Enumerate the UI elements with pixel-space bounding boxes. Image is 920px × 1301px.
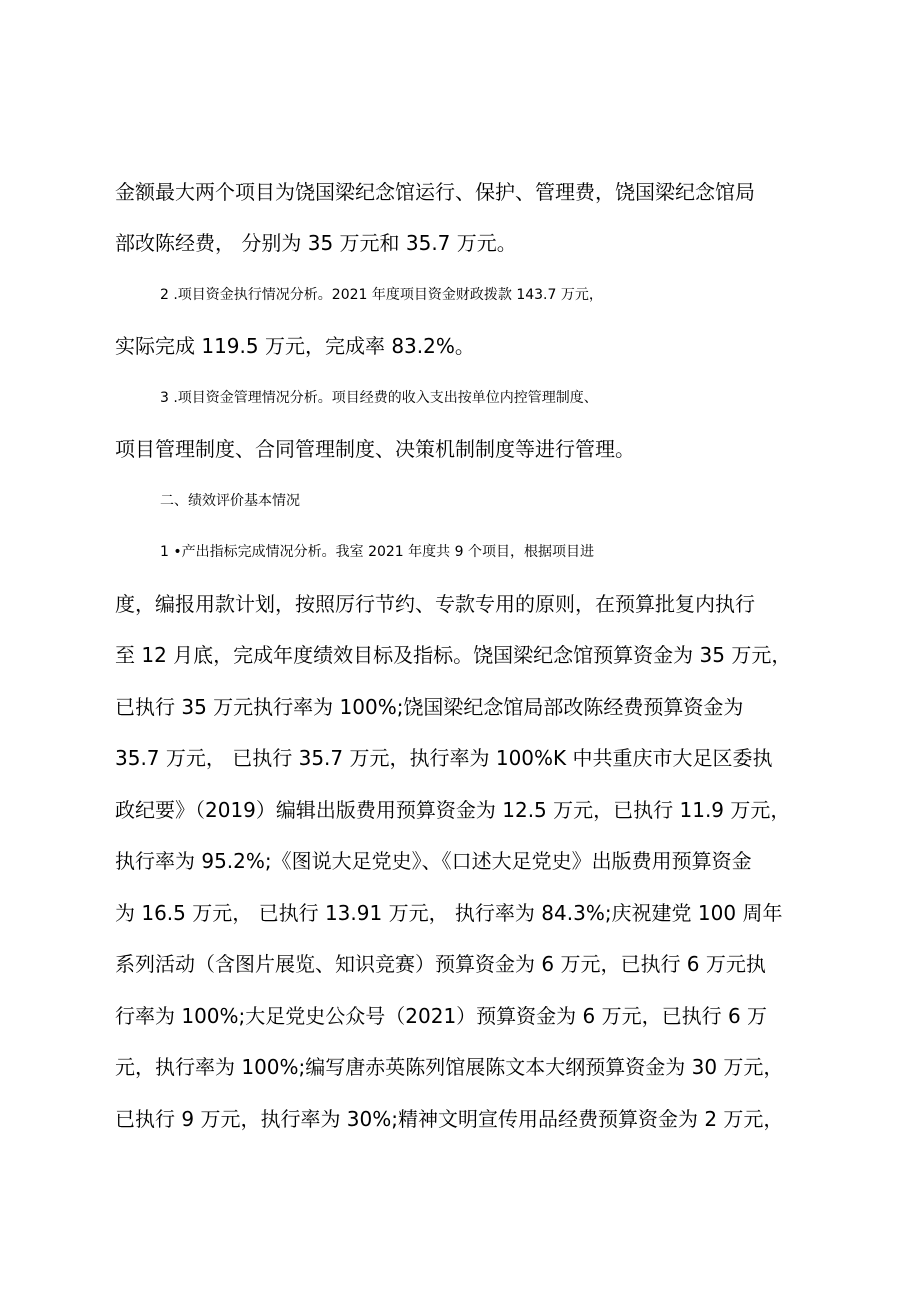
- paragraph-start: 3 .项目资金管理情况分析。项目经费的收入支出按单位内控管理制度、: [160, 390, 598, 406]
- text-line: 行率为 100%;大足党史公众号（2021）预算资金为 6 万元，已执行 6 万: [115, 1004, 768, 1028]
- text-line: 政纪要》（2019）编辑出版费用预算资金为 12.5 万元，已执行 11.9 万元，: [115, 798, 791, 822]
- paragraph-start: 1 •产出指标完成情况分析。我室 2021 年度共 9 个项目，根据项目进: [160, 544, 594, 560]
- text-line: 为 16.5 万元， 已执行 13.91 万元， 执行率为 84.3%;庆祝建党 100 周年: [115, 901, 783, 925]
- text-line: 项目管理制度、合同管理制度、决策机制制度等进行管理。: [115, 437, 635, 461]
- text-line: 金额最大两个项目为饶国梁纪念馆运行、保护、管理费，饶国梁纪念馆局: [115, 180, 755, 204]
- text-line: 部改陈经费， 分别为 35 万元和 35.7 万元。: [115, 231, 517, 255]
- paragraph-start: 2 .项目资金执行情况分析。2021 年度项目资金财政拨款 143.7 万元，: [160, 287, 603, 303]
- text-line: 至 12 月底，完成年度绩效目标及指标。饶国梁纪念馆预算资金为 35 万元，: [115, 643, 792, 667]
- text-line: 系列活动（含图片展览、知识竞赛）预算资金为 6 万元，已执行 6 万元执: [115, 952, 766, 976]
- text-line: 执行率为 95.2%;《图说大足党史》、《口述大足党史》出版费用预算资金: [115, 849, 752, 873]
- text-line: 元，执行率为 100%;编写唐赤英陈列馆展陈文本大纲预算资金为 30 万元，: [115, 1055, 784, 1079]
- text-line: 实际完成 119.5 万元，完成率 83.2%。: [115, 334, 475, 358]
- text-line: 度，编报用款计划，按照厉行节约、专款专用的原则，在预算批复内执行: [115, 592, 755, 616]
- text-line: 已执行 9 万元，执行率为 30%;精神文明宣传用品经费预算资金为 2 万元，: [115, 1107, 784, 1131]
- text-line: 35.7 万元， 已执行 35.7 万元，执行率为 100%K 中共重庆市大足区委执: [115, 746, 773, 770]
- text-line: 已执行 35 万元执行率为 100%;饶国梁纪念馆局部改陈经费预算资金为: [115, 695, 744, 719]
- section-heading: 二、绩效评价基本情况: [160, 493, 300, 509]
